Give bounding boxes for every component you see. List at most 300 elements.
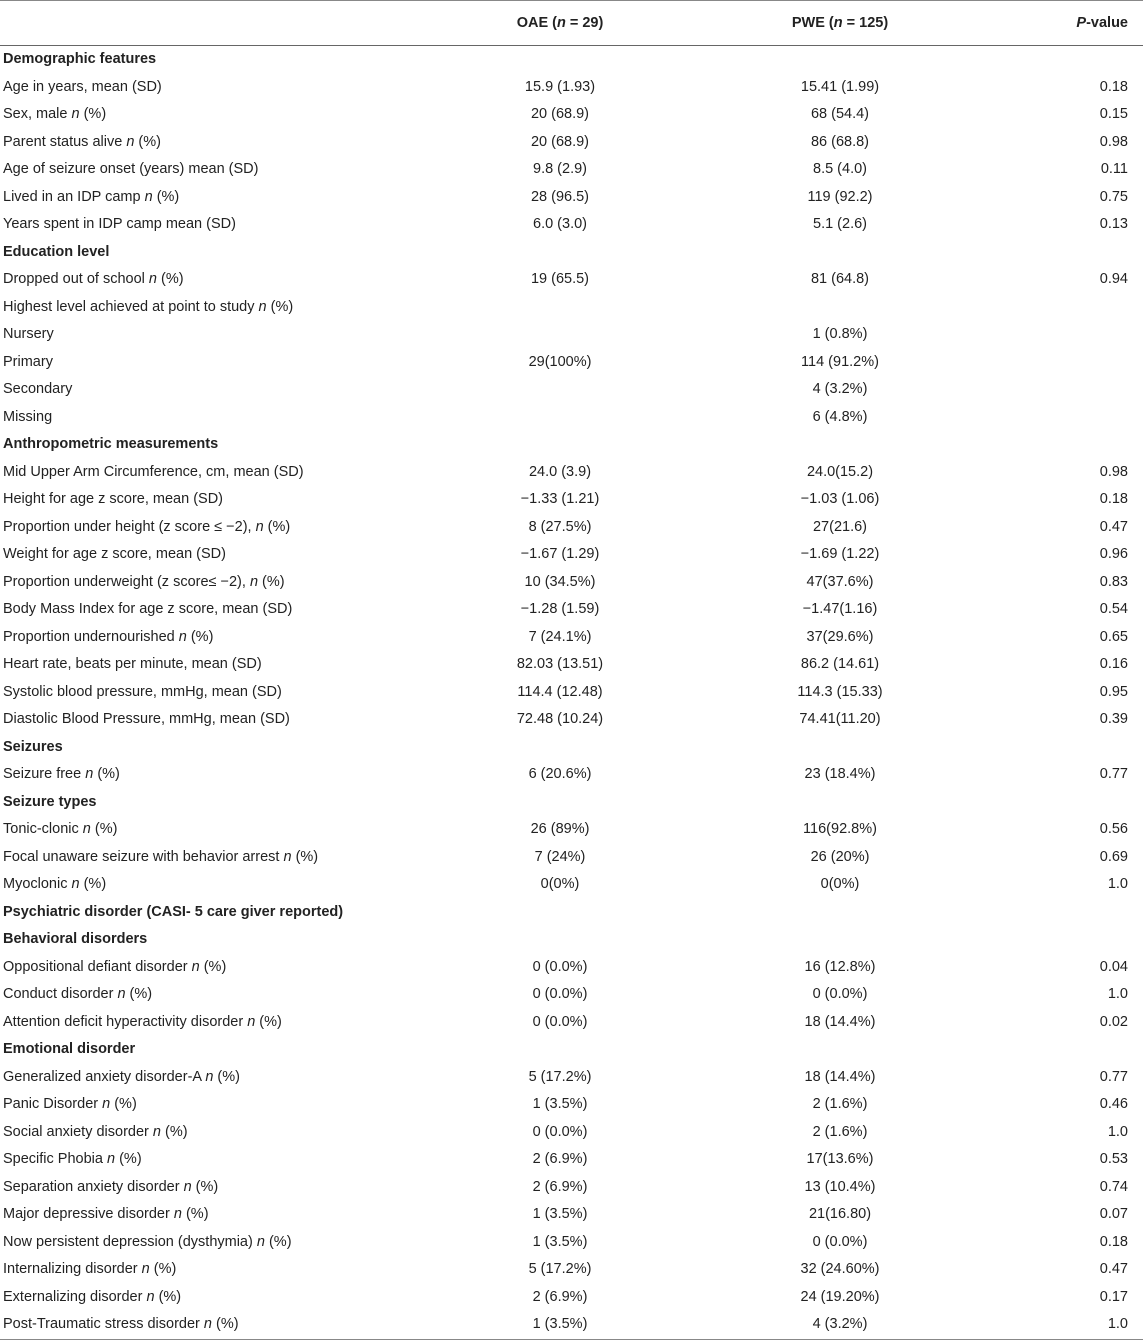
table-row bbox=[0, 1146, 1143, 1174]
row-label bbox=[3, 74, 162, 102]
row-label-text: Tonic-clonic bbox=[3, 821, 83, 837]
row-label-italic: n bbox=[144, 188, 153, 205]
row-label bbox=[3, 1229, 292, 1257]
row-label-text: Secondary bbox=[3, 381, 73, 397]
row-label bbox=[3, 486, 223, 514]
row-label bbox=[3, 129, 161, 157]
oae-value: 82.03 (13.51) bbox=[516, 656, 604, 672]
section-row bbox=[0, 899, 1143, 927]
row-label bbox=[3, 459, 304, 487]
p-value: 0.96 bbox=[1099, 546, 1128, 562]
oae-value: 1 (3.5%) bbox=[532, 1316, 588, 1332]
pwe-value: −1.69 (1.22) bbox=[800, 546, 880, 562]
row-label-suffix: (%) bbox=[266, 298, 294, 315]
row-label-italic: n bbox=[249, 573, 259, 590]
pwe-value: 0 (0.0%) bbox=[812, 1233, 868, 1250]
row-label-italic: n bbox=[148, 271, 157, 287]
section-label bbox=[3, 46, 156, 74]
table-row bbox=[0, 954, 1143, 982]
table-row bbox=[0, 1284, 1143, 1312]
pwe-value: 114.3 (15.33) bbox=[797, 683, 883, 700]
header-p-value bbox=[1076, 1, 1128, 45]
table-row bbox=[0, 321, 1143, 349]
row-label bbox=[3, 404, 52, 432]
oae-value: 28 (96.5) bbox=[530, 188, 590, 205]
header-oae-n: n bbox=[556, 15, 566, 31]
table-row bbox=[0, 871, 1143, 899]
oae-value: 0 (0.0%) bbox=[532, 1013, 588, 1030]
table-row bbox=[0, 514, 1143, 542]
table-row bbox=[0, 404, 1143, 432]
section-row bbox=[0, 239, 1143, 267]
row-label-suffix: (%) bbox=[255, 1013, 282, 1030]
pwe-value: 5.1 (2.6) bbox=[813, 216, 867, 232]
row-label bbox=[3, 1311, 239, 1339]
oae-value: −1.33 (1.21) bbox=[520, 491, 600, 507]
row-label-italic: n bbox=[102, 1096, 111, 1112]
table-row bbox=[0, 1201, 1143, 1229]
row-label-italic: n bbox=[205, 1068, 214, 1085]
p-value: 0.13 bbox=[1099, 216, 1128, 232]
header-oae-count: = 29) bbox=[565, 15, 604, 31]
row-label-text: Demographic features bbox=[3, 51, 157, 67]
row-label-suffix: (%) bbox=[213, 1068, 240, 1085]
row-label-italic: n bbox=[255, 518, 264, 535]
oae-value: 19 (65.5) bbox=[530, 271, 590, 287]
p-value: 0.77 bbox=[1099, 766, 1128, 782]
row-label-italic: n bbox=[258, 298, 267, 315]
oae-value: 9.8 (2.9) bbox=[533, 161, 587, 177]
section-label bbox=[3, 789, 97, 817]
oae-value: 10 (34.5%) bbox=[524, 573, 596, 590]
row-label bbox=[3, 954, 226, 982]
row-label-text: Age of seizure onset (years) mean (SD) bbox=[3, 161, 259, 177]
pwe-value: 18 (14.4%) bbox=[804, 1068, 876, 1085]
table-row bbox=[0, 129, 1143, 157]
header-pwe-count: = 125) bbox=[842, 15, 889, 31]
oae-value: 2 (6.9%) bbox=[532, 1288, 588, 1305]
p-value: 1.0 bbox=[1107, 1316, 1128, 1332]
oae-value: 5 (17.2%) bbox=[528, 1068, 592, 1085]
row-label-italic: n bbox=[247, 1013, 256, 1030]
row-label-text: Post-Traumatic stress disorder bbox=[3, 1316, 204, 1332]
table-row bbox=[0, 74, 1143, 102]
row-label-text: Proportion undernourished bbox=[3, 628, 179, 645]
p-value: 0.18 bbox=[1099, 1233, 1128, 1250]
p-value: 1.0 bbox=[1107, 876, 1128, 892]
p-value: 0.95 bbox=[1099, 683, 1128, 700]
table-header-row bbox=[0, 1, 1143, 46]
row-label-italic: n bbox=[203, 1316, 212, 1332]
oae-value: 6.0 (3.0) bbox=[533, 216, 587, 232]
table-bottom-rule bbox=[0, 1339, 1143, 1340]
pwe-value: 37(29.6%) bbox=[806, 628, 874, 645]
row-label-suffix: (%) bbox=[125, 986, 153, 1002]
pwe-value: 2 (1.6%) bbox=[812, 1096, 868, 1112]
table-row bbox=[0, 569, 1143, 597]
p-value: 0.56 bbox=[1099, 821, 1128, 837]
oae-value: −1.28 (1.59) bbox=[520, 601, 600, 617]
row-label bbox=[3, 294, 293, 322]
header-oae bbox=[517, 1, 604, 45]
p-value: 0.77 bbox=[1099, 1068, 1128, 1085]
row-label-text: Years spent in IDP camp mean (SD) bbox=[3, 216, 236, 232]
oae-value: 20 (68.9) bbox=[530, 106, 590, 122]
table-row bbox=[0, 101, 1143, 129]
row-label bbox=[3, 349, 53, 377]
oae-value: 114.4 (12.48) bbox=[517, 683, 603, 700]
section-row bbox=[0, 46, 1143, 74]
row-label-suffix: (%) bbox=[79, 876, 107, 892]
row-label-suffix: (%) bbox=[191, 1178, 219, 1195]
p-value: 0.11 bbox=[1100, 161, 1128, 177]
row-label-italic: n bbox=[71, 106, 80, 122]
oae-value: 7 (24%) bbox=[534, 848, 586, 865]
row-label-text: Primary bbox=[3, 353, 53, 370]
row-label-suffix: (%) bbox=[258, 573, 285, 590]
row-label-suffix: (%) bbox=[161, 1123, 188, 1140]
row-label-text: Age in years, mean (SD) bbox=[3, 78, 162, 95]
row-label bbox=[3, 1284, 181, 1312]
oae-value: 8 (27.5%) bbox=[528, 518, 592, 535]
row-label-suffix: (%) bbox=[79, 106, 107, 122]
row-label-text: Conduct disorder bbox=[3, 986, 118, 1002]
pwe-value: 27(21.6) bbox=[812, 518, 868, 535]
row-label bbox=[3, 156, 258, 184]
p-value: 0.16 bbox=[1099, 656, 1128, 672]
row-label bbox=[3, 1256, 176, 1284]
row-label-suffix: (%) bbox=[149, 1261, 177, 1277]
table-row bbox=[0, 1064, 1143, 1092]
p-value: 0.39 bbox=[1099, 711, 1128, 727]
row-label-text: Systolic blood pressure, mmHg, mean (SD) bbox=[3, 683, 282, 700]
header-pwe bbox=[792, 1, 888, 45]
row-label bbox=[3, 266, 184, 294]
p-value: 0.94 bbox=[1099, 271, 1128, 287]
table-body bbox=[0, 46, 1143, 1340]
row-label-suffix: (%) bbox=[115, 1151, 142, 1167]
pwe-value: 114 (91.2%) bbox=[801, 353, 879, 370]
row-label-italic: n bbox=[183, 1178, 192, 1195]
p-value: 0.65 bbox=[1099, 628, 1128, 645]
table-row bbox=[0, 981, 1143, 1009]
p-value: 0.47 bbox=[1099, 1261, 1128, 1277]
table-row bbox=[0, 1174, 1143, 1202]
row-label-text: Focal unaware seizure with behavior arrest bbox=[3, 848, 284, 865]
row-label bbox=[3, 184, 179, 212]
pwe-value: 13 (10.4%) bbox=[804, 1178, 876, 1195]
table-row bbox=[0, 679, 1143, 707]
row-label-text: Psychiatric disorder (CASI- 5 care giver reported) bbox=[3, 903, 344, 920]
pwe-value: 0(0%) bbox=[820, 876, 860, 892]
oae-value: 24.0 (3.9) bbox=[528, 463, 592, 480]
row-label bbox=[3, 871, 106, 899]
row-label-text: Sex, male bbox=[3, 106, 72, 122]
oae-value: 20 (68.9) bbox=[530, 133, 590, 150]
oae-value: 0(0%) bbox=[540, 876, 580, 892]
table-row bbox=[0, 156, 1143, 184]
pwe-value: 21(16.80) bbox=[808, 1206, 872, 1222]
section-row bbox=[0, 789, 1143, 817]
row-label bbox=[3, 514, 290, 542]
section-label bbox=[3, 239, 109, 267]
table-row bbox=[0, 459, 1143, 487]
row-label-italic: n bbox=[106, 1151, 116, 1167]
section-label bbox=[3, 926, 147, 954]
table-row bbox=[0, 1311, 1143, 1339]
pwe-value: 8.5 (4.0) bbox=[813, 161, 867, 177]
p-value: 0.46 bbox=[1099, 1096, 1128, 1112]
row-label-text: Highest level achieved at point to study bbox=[3, 298, 259, 315]
section-label bbox=[3, 1036, 135, 1064]
pwe-value: 16 (12.8%) bbox=[804, 958, 876, 975]
row-label-suffix: (%) bbox=[291, 848, 319, 865]
row-label-text: Attention deficit hyperactivity disorder bbox=[3, 1013, 248, 1030]
oae-value: 15.9 (1.93) bbox=[524, 78, 596, 95]
oae-value: 2 (6.9%) bbox=[532, 1151, 588, 1167]
row-label-text: Behavioral disorders bbox=[3, 931, 148, 947]
row-label bbox=[3, 1064, 240, 1092]
p-value: 0.69 bbox=[1099, 848, 1128, 865]
row-label-text: Parent status alive bbox=[3, 133, 127, 150]
section-label bbox=[3, 431, 218, 459]
row-label bbox=[3, 541, 226, 569]
row-label-italic: n bbox=[126, 133, 135, 150]
p-value: 0.98 bbox=[1099, 133, 1128, 150]
row-label bbox=[3, 211, 236, 239]
row-label-italic: n bbox=[85, 766, 94, 782]
p-value: 0.54 bbox=[1099, 601, 1128, 617]
pwe-value: 4 (3.2%) bbox=[812, 381, 868, 397]
row-label-suffix: (%) bbox=[263, 518, 291, 535]
row-label-text: Education level bbox=[3, 243, 110, 260]
row-label bbox=[3, 816, 117, 844]
p-value: 0.75 bbox=[1099, 188, 1128, 205]
row-label-suffix: (%) bbox=[110, 1096, 137, 1112]
row-label-italic: n bbox=[178, 628, 187, 645]
row-label-text: Height for age z score, mean (SD) bbox=[3, 491, 224, 507]
row-label bbox=[3, 1174, 218, 1202]
row-label bbox=[3, 596, 292, 624]
oae-value: 1 (3.5%) bbox=[532, 1096, 588, 1112]
pwe-value: 23 (18.4%) bbox=[804, 766, 876, 782]
pwe-value: 68 (54.4) bbox=[810, 106, 870, 122]
row-label-italic: n bbox=[283, 848, 292, 865]
table-row bbox=[0, 624, 1143, 652]
section-row bbox=[0, 734, 1143, 762]
row-label-suffix: (%) bbox=[199, 958, 227, 975]
pwe-value: −1.03 (1.06) bbox=[800, 491, 880, 507]
pwe-value: 119 (92.2) bbox=[807, 188, 873, 205]
row-label-suffix: (%) bbox=[93, 766, 120, 782]
row-label-text: Now persistent depression (dysthymia) bbox=[3, 1233, 257, 1250]
table-row bbox=[0, 706, 1143, 734]
table-row bbox=[0, 816, 1143, 844]
pwe-value: 47(37.6%) bbox=[806, 573, 874, 590]
table-row bbox=[0, 761, 1143, 789]
oae-value: 0 (0.0%) bbox=[532, 986, 588, 1002]
row-label-text: Panic Disorder bbox=[3, 1096, 103, 1112]
row-label-text: Heart rate, beats per minute, mean (SD) bbox=[3, 656, 262, 672]
p-value: 1.0 bbox=[1107, 1123, 1128, 1140]
pwe-value: 15.41 (1.99) bbox=[800, 78, 880, 95]
oae-value: 7 (24.1%) bbox=[528, 628, 592, 645]
oae-value: 1 (3.5%) bbox=[532, 1206, 588, 1222]
header-oae-label: OAE ( bbox=[516, 15, 557, 31]
p-value: 0.47 bbox=[1099, 518, 1128, 535]
section-label bbox=[3, 899, 343, 927]
row-label-text: Social anxiety disorder bbox=[3, 1123, 153, 1140]
pwe-value: 86 (68.8) bbox=[810, 133, 870, 150]
row-label-text: Generalized anxiety disorder-A bbox=[3, 1068, 206, 1085]
p-value: 0.74 bbox=[1099, 1178, 1128, 1195]
row-label-text: Lived in an IDP camp bbox=[3, 188, 145, 205]
pwe-value: 74.41(11.20) bbox=[799, 711, 881, 727]
oae-value: −1.67 (1.29) bbox=[520, 546, 600, 562]
oae-value: 5 (17.2%) bbox=[528, 1261, 592, 1277]
p-value: 0.18 bbox=[1099, 491, 1128, 507]
row-label-text: Proportion under height (z score ≤ −2), bbox=[3, 518, 256, 535]
pwe-value: 6 (4.8%) bbox=[812, 408, 868, 425]
oae-value: 1 (3.5%) bbox=[532, 1233, 588, 1250]
pwe-value: 81 (64.8) bbox=[810, 271, 870, 287]
p-value: 0.98 bbox=[1099, 463, 1128, 480]
row-label-italic: n bbox=[141, 1261, 150, 1277]
row-label-suffix: (%) bbox=[134, 133, 161, 150]
table-row bbox=[0, 1256, 1143, 1284]
table-row bbox=[0, 294, 1143, 322]
row-label bbox=[3, 321, 54, 349]
row-label-text: Myoclonic bbox=[3, 876, 72, 892]
row-label-text: Anthropometric measurements bbox=[3, 436, 219, 452]
pwe-value: 32 (24.60%) bbox=[800, 1261, 880, 1277]
pwe-value: 86.2 (14.61) bbox=[800, 656, 880, 672]
oae-value: 29(100%) bbox=[528, 353, 592, 370]
oae-value: 0 (0.0%) bbox=[532, 958, 588, 975]
table-row bbox=[0, 184, 1143, 212]
table-row bbox=[0, 376, 1143, 404]
table-row bbox=[0, 1091, 1143, 1119]
p-value: 0.53 bbox=[1099, 1151, 1128, 1167]
row-label-text: Emotional disorder bbox=[3, 1041, 136, 1057]
row-label bbox=[3, 101, 106, 129]
row-label bbox=[3, 1201, 209, 1229]
row-label-italic: n bbox=[71, 876, 80, 892]
table-row bbox=[0, 211, 1143, 239]
oae-value: 2 (6.9%) bbox=[532, 1178, 588, 1195]
row-label-text: Seizures bbox=[3, 738, 63, 755]
header-p-rest: -value bbox=[1086, 15, 1128, 31]
row-label bbox=[3, 706, 290, 734]
row-label-text: Proportion underweight (z score≤ −2), bbox=[3, 573, 250, 590]
p-value: 0.07 bbox=[1099, 1206, 1128, 1222]
row-label bbox=[3, 981, 152, 1009]
oae-value: 6 (20.6%) bbox=[528, 766, 592, 782]
row-label-suffix: (%) bbox=[156, 271, 184, 287]
pwe-value: 116(92.8%) bbox=[803, 821, 877, 837]
row-label bbox=[3, 651, 262, 679]
row-label-italic: n bbox=[82, 821, 91, 837]
p-value: 0.17 bbox=[1099, 1288, 1128, 1305]
row-label-text: Diastolic Blood Pressure, mmHg, mean (SD) bbox=[3, 711, 290, 727]
pwe-value: 2 (1.6%) bbox=[812, 1123, 868, 1140]
row-label-text: Major depressive disorder bbox=[3, 1206, 174, 1222]
row-label bbox=[3, 1091, 137, 1119]
section-row bbox=[0, 1036, 1143, 1064]
row-label-italic: n bbox=[152, 1123, 161, 1140]
row-label bbox=[3, 1009, 282, 1037]
row-label bbox=[3, 761, 120, 789]
row-label-text: Internalizing disorder bbox=[3, 1261, 142, 1277]
row-label bbox=[3, 624, 213, 652]
row-label-text: Specific Phobia bbox=[3, 1151, 107, 1167]
pwe-value: 24 (19.20%) bbox=[800, 1288, 880, 1305]
row-label-italic: n bbox=[146, 1288, 155, 1305]
row-label-text: Separation anxiety disorder bbox=[3, 1178, 184, 1195]
row-label-suffix: (%) bbox=[186, 628, 214, 645]
pwe-value: 26 (20%) bbox=[810, 848, 870, 865]
header-p-italic: P bbox=[1076, 15, 1087, 31]
header-pwe-n: n bbox=[833, 15, 843, 31]
row-label-text: Body Mass Index for age z score, mean (SD) bbox=[3, 601, 293, 617]
p-value: 0.83 bbox=[1099, 573, 1128, 590]
row-label-text: Dropped out of school bbox=[3, 271, 149, 287]
row-label-italic: n bbox=[256, 1233, 265, 1250]
row-label-text: Seizure free bbox=[3, 766, 86, 782]
row-label bbox=[3, 679, 282, 707]
table-row bbox=[0, 596, 1143, 624]
p-value: 0.04 bbox=[1099, 958, 1128, 975]
table-row bbox=[0, 651, 1143, 679]
oae-value: 0 (0.0%) bbox=[532, 1123, 588, 1140]
row-label-text: Nursery bbox=[3, 326, 54, 342]
row-label-italic: n bbox=[117, 986, 126, 1002]
section-label bbox=[3, 734, 63, 762]
section-row bbox=[0, 926, 1143, 954]
row-label-text: Weight for age z score, mean (SD) bbox=[3, 546, 226, 562]
pwe-value: 0 (0.0%) bbox=[812, 986, 868, 1002]
pwe-value: 1 (0.8%) bbox=[812, 326, 868, 342]
row-label bbox=[3, 1119, 188, 1147]
table-row bbox=[0, 266, 1143, 294]
row-label-text: Externalizing disorder bbox=[3, 1288, 147, 1305]
row-label bbox=[3, 569, 285, 597]
row-label bbox=[3, 376, 72, 404]
row-label-suffix: (%) bbox=[154, 1288, 182, 1305]
row-label-suffix: (%) bbox=[152, 188, 180, 205]
section-row bbox=[0, 431, 1143, 459]
p-value: 0.02 bbox=[1099, 1013, 1128, 1030]
oae-value: 72.48 (10.24) bbox=[516, 711, 604, 727]
oae-value: 26 (89%) bbox=[530, 821, 590, 837]
row-label bbox=[3, 844, 318, 872]
row-label-suffix: (%) bbox=[211, 1316, 239, 1332]
table-row bbox=[0, 349, 1143, 377]
row-label-text: Seizure types bbox=[3, 793, 97, 810]
row-label-text: Missing bbox=[3, 408, 53, 425]
pwe-value: 4 (3.2%) bbox=[812, 1316, 868, 1332]
table-row bbox=[0, 486, 1143, 514]
pwe-value: 18 (14.4%) bbox=[804, 1013, 876, 1030]
row-label-suffix: (%) bbox=[181, 1206, 209, 1222]
row-label-suffix: (%) bbox=[90, 821, 118, 837]
table-row bbox=[0, 844, 1143, 872]
pwe-value: 24.0(15.2) bbox=[806, 463, 874, 480]
row-label-suffix: (%) bbox=[264, 1233, 292, 1250]
p-value: 1.0 bbox=[1107, 986, 1128, 1002]
pwe-value: 17(13.6%) bbox=[806, 1151, 874, 1167]
p-value: 0.15 bbox=[1099, 106, 1128, 122]
